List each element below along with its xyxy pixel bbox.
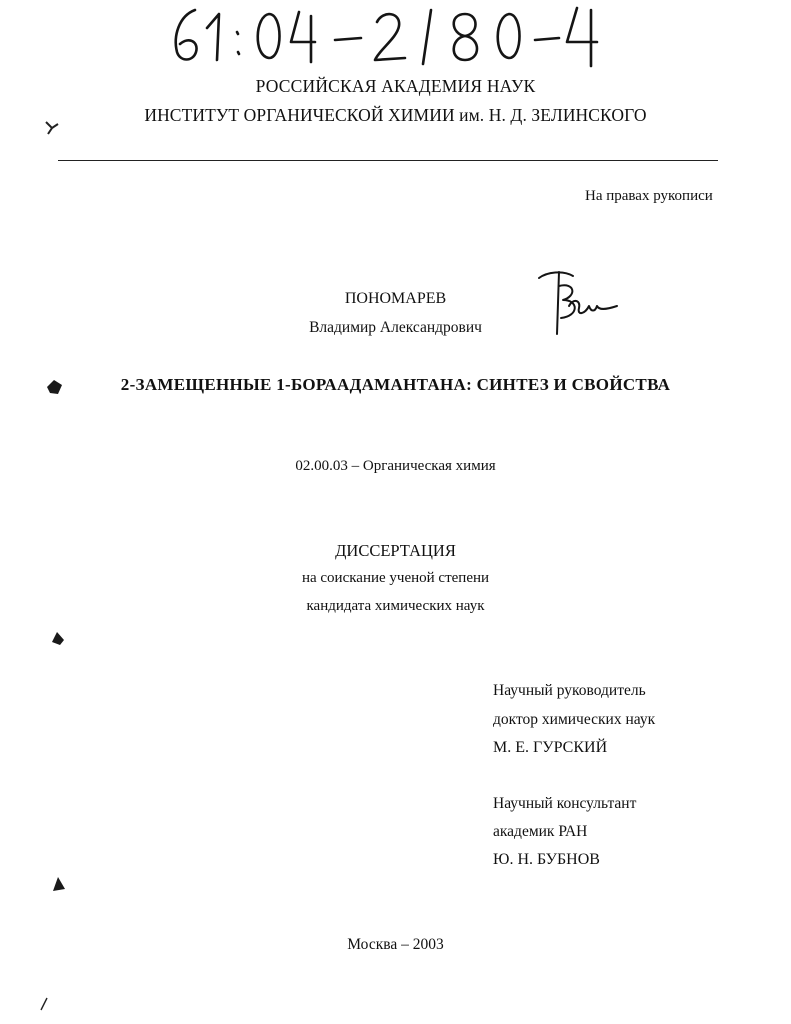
place-and-year: Москва – 2003: [347, 936, 444, 953]
scan-artifact-mark: [42, 118, 62, 138]
document-type: ДИССЕРТАЦИЯ: [335, 541, 456, 560]
header-divider: [58, 160, 718, 161]
degree-purpose-line2: кандидата химических наук: [306, 598, 485, 614]
author-surname: ПОНОМАРЕВ: [344, 290, 447, 307]
scan-artifact-mark: [44, 376, 66, 398]
scan-artifact-mark: [38, 996, 50, 1012]
supervisor-role: Научный руководитель: [493, 682, 646, 699]
author-given-names: Владимир Александрович: [309, 319, 482, 336]
degree-purpose-line1: на соискание ученой степени: [301, 570, 490, 586]
scan-artifact-mark: [48, 628, 68, 648]
supervisor-title: доктор химических наук: [493, 711, 656, 728]
consultant-role: Научный консультант: [493, 795, 637, 812]
organization-name: РОССИЙСКАЯ АКАДЕМИЯ НАУК: [255, 76, 536, 96]
rights-note: На правах рукописи: [585, 188, 713, 204]
specialty-code: 02.00.03 – Органическая химия: [295, 458, 496, 474]
institute-name: ИНСТИТУТ ОРГАНИЧЕСКОЙ ХИМИИ им. Н. Д. ЗЕЛИНСКОГО: [144, 105, 647, 125]
author-signature: [533, 266, 625, 340]
consultant-title: академик РАН: [493, 823, 588, 840]
thesis-title: 2-ЗАМЕЩЕННЫЕ 1-БОРААДАМАНТАНА: СИНТЕЗ И СВОЙСТВА: [120, 375, 671, 394]
handwritten-catalog-number: [165, 2, 605, 68]
supervisor-name: М. Е. ГУРСКИЙ: [493, 739, 608, 756]
scan-artifact-mark: [48, 874, 70, 896]
consultant-name: Ю. Н. БУБНОВ: [493, 851, 600, 868]
